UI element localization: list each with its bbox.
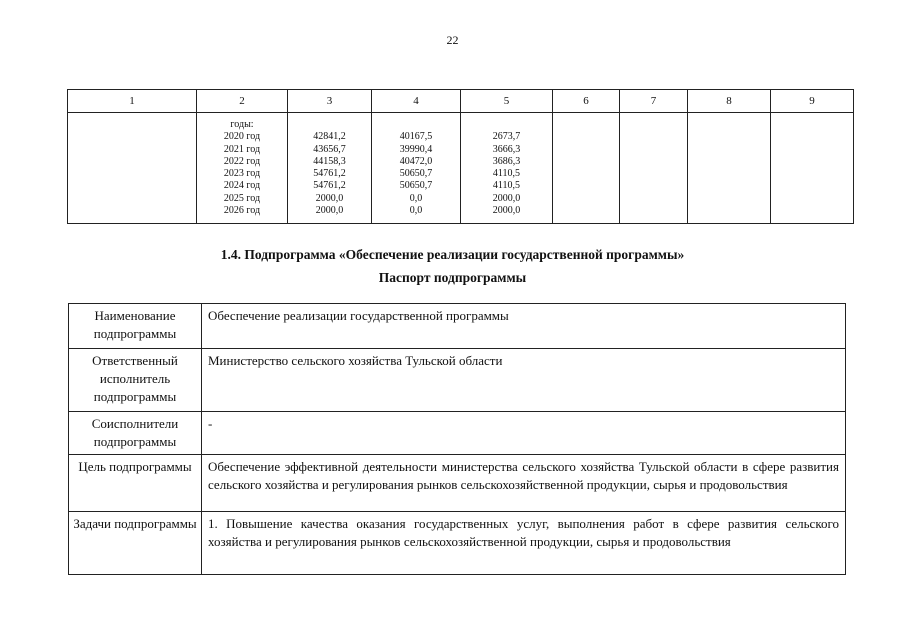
passport-value: 1. Повышение качества оказания государственных услуг, выполнения работ в сфере развития сельского хозяйства и регулирования рынков сельскохозяйственной продукции, сырья и продовольствия [202, 512, 846, 575]
amount-value: 2000,0 [492, 192, 521, 204]
passport-row-tasks [69, 512, 846, 575]
passport-value: Обеспечение реализации государственной программы [202, 304, 846, 349]
amount-value: 39990,4 [399, 143, 433, 155]
amount-value: 40472,0 [399, 155, 433, 167]
amount-value: 3686,3 [492, 155, 521, 167]
passport-row-coexecutors [69, 412, 846, 455]
year-item: 2020 год [223, 131, 261, 143]
amount-value: 54761,2 [313, 180, 346, 192]
year-item: 2026 год [223, 205, 261, 217]
passport-label: Задачи подпрограммы [69, 512, 202, 575]
passport-heading: Паспорт подпрограммы [378, 270, 527, 285]
column-header: 7 [620, 90, 688, 113]
amount-value: 42841,2 [313, 131, 346, 143]
amount-value: 2000,0 [315, 192, 344, 204]
amount-value: 3666,3 [492, 143, 521, 155]
passport-row-goal [69, 455, 846, 512]
passport-row-responsible [69, 349, 846, 412]
empty-cell [688, 113, 771, 224]
passport-row-name [69, 304, 846, 349]
empty-cell [620, 113, 688, 224]
amount-value: 2000,0 [315, 205, 344, 217]
amount-value: 0,0 [409, 192, 423, 204]
amount-value: 43656,7 [313, 143, 346, 155]
passport-table [68, 303, 846, 575]
empty-cell [553, 113, 620, 224]
years-cell [197, 113, 288, 224]
funding-table-header-row [68, 90, 854, 113]
column-header: 1 [68, 90, 197, 113]
passport-label: Наименование подпрограммы [69, 304, 202, 349]
passport-value: - [202, 412, 846, 455]
page-number: 22 [446, 33, 459, 47]
column-header: 9 [771, 90, 854, 113]
year-item: 2025 год [223, 192, 261, 204]
column-header: 5 [461, 90, 553, 113]
years-label: годы: [230, 119, 254, 130]
funding-source-b-cell [461, 113, 553, 224]
column-header: 6 [553, 90, 620, 113]
amount-value: 44158,3 [313, 155, 346, 167]
total-funding-cell [288, 113, 372, 224]
amount-value: 40167,5 [399, 131, 433, 143]
amount-value: 50650,7 [399, 180, 433, 192]
column-header: 8 [688, 90, 771, 113]
amount-value: 4110,5 [492, 180, 521, 192]
passport-value: Министерство сельского хозяйства Тульской области [202, 349, 846, 412]
amount-value: 0,0 [409, 205, 423, 217]
funding-source-a-cell [372, 113, 461, 224]
amount-value: 4110,5 [492, 168, 521, 180]
funding-table [67, 89, 854, 224]
amount-value: 2673,7 [492, 131, 521, 143]
year-item: 2022 год [223, 155, 261, 167]
year-item: 2021 год [223, 143, 261, 155]
year-item: 2023 год [223, 168, 261, 180]
empty-cell [68, 113, 197, 224]
funding-table-data-row [68, 113, 854, 224]
column-header: 4 [372, 90, 461, 113]
amount-value: 50650,7 [399, 168, 433, 180]
amount-value: 2000,0 [492, 205, 521, 217]
column-header: 2 [197, 90, 288, 113]
subprogram-heading: 1.4. Подпрограмма «Обеспечение реализации государственной программы» [220, 247, 685, 262]
passport-value: Обеспечение эффективной деятельности министерства сельского хозяйства Тульской области в сфере развития сельского хозяйства и регулирования рынков сельскохозяйственной продукции, сырья и продовольствия [202, 455, 846, 512]
passport-label: Ответственный исполнитель подпрограммы [69, 349, 202, 412]
passport-label: Цель подпрограммы [69, 455, 202, 512]
empty-cell [771, 113, 854, 224]
column-header: 3 [288, 90, 372, 113]
amount-value: 54761,2 [313, 168, 346, 180]
passport-label: Соисполнители подпрограммы [69, 412, 202, 455]
year-item: 2024 год [223, 180, 261, 192]
